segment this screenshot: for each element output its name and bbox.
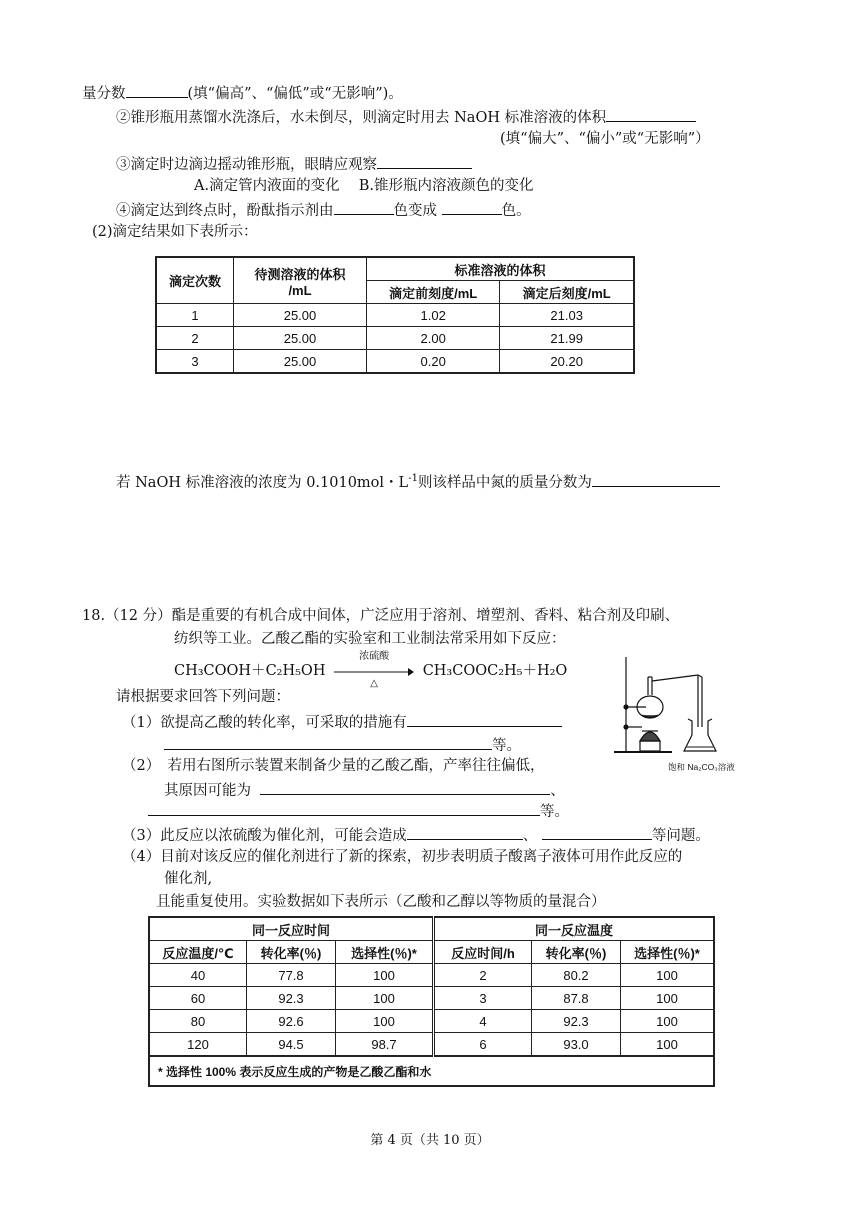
q18-line-1: 18.（12 分）酯是重要的有机合成中间体，广泛应用于溶剂、增塑剂、香料、粘合剂及印刷、 bbox=[82, 608, 680, 624]
reaction-arrow bbox=[334, 651, 414, 689]
q18-q3 bbox=[122, 825, 710, 845]
header-before: 滴定前刻度/mL bbox=[367, 281, 500, 304]
table-row bbox=[156, 304, 634, 327]
header-after: 滴定后刻度/mL bbox=[500, 281, 634, 304]
cell: 21.03 bbox=[500, 304, 634, 327]
apparatus-label: 饱和 Na₂CO₃溶液 bbox=[668, 762, 735, 772]
cell: 25.00 bbox=[234, 350, 367, 374]
cell: 40 bbox=[149, 964, 247, 987]
cell: 98.7 bbox=[336, 1033, 434, 1057]
q17-line-6 bbox=[116, 200, 531, 220]
cell: 100 bbox=[621, 964, 715, 987]
header-sel1: 选择性(％)* bbox=[336, 941, 434, 964]
q17-line-7: (2)滴定结果如下表所示： bbox=[92, 224, 258, 240]
text: （3）此反应以浓硫酸为催化剂，可能会造成 bbox=[122, 828, 407, 844]
cell: 1 bbox=[156, 304, 234, 327]
q18-q2-cont2 bbox=[148, 801, 569, 821]
text: 量分数 bbox=[82, 86, 126, 102]
blank[interactable] bbox=[442, 200, 502, 215]
blank[interactable] bbox=[126, 83, 188, 98]
cell: 92.6 bbox=[247, 1010, 336, 1033]
cell: 0.20 bbox=[367, 350, 500, 374]
text: 等问题。 bbox=[651, 828, 710, 844]
cell: 25.00 bbox=[234, 304, 367, 327]
q18-q1-cont bbox=[164, 735, 521, 755]
text: 若 NaOH 标准溶液的浓度为 0.1010mol・L bbox=[116, 475, 409, 491]
blank[interactable] bbox=[148, 801, 540, 816]
cell: 2 bbox=[156, 327, 234, 350]
q18-line-3: 请根据要求回答下列问题： bbox=[116, 689, 290, 705]
table-row bbox=[156, 350, 634, 374]
q18-q2-cont bbox=[164, 780, 565, 800]
header-count: 滴定次数 bbox=[156, 257, 234, 304]
group-same-temp: 同一反应温度 bbox=[434, 917, 715, 941]
table-row bbox=[149, 1033, 714, 1057]
cell: 87.8 bbox=[532, 987, 621, 1010]
q17-line-2 bbox=[116, 107, 696, 127]
text: 则该样品中氮的质量分数为 bbox=[417, 475, 592, 491]
blank[interactable] bbox=[592, 472, 720, 487]
cell: 20.20 bbox=[500, 350, 634, 374]
cell: 2.00 bbox=[367, 327, 500, 350]
cell: 100 bbox=[336, 964, 434, 987]
cell: 1.02 bbox=[367, 304, 500, 327]
text: 等。 bbox=[540, 804, 569, 820]
titration-table bbox=[155, 256, 635, 374]
superscript: -1 bbox=[408, 473, 418, 484]
blank[interactable] bbox=[260, 780, 550, 795]
table-row bbox=[149, 964, 714, 987]
group-same-time: 同一反应时间 bbox=[149, 917, 434, 941]
reactants: CH₃COOH＋C₂H₅OH bbox=[174, 663, 326, 679]
blank[interactable] bbox=[407, 825, 523, 840]
catalyst-table bbox=[148, 916, 715, 1087]
cell: 100 bbox=[336, 987, 434, 1010]
cell: 25.00 bbox=[234, 327, 367, 350]
cell: 92.3 bbox=[532, 1010, 621, 1033]
q18-q2: （2） 若用右图所示装置来制备少量的乙酸乙酯，产率往往偏低， bbox=[122, 758, 545, 774]
heat-label: △ bbox=[370, 678, 378, 689]
cell: 2 bbox=[434, 964, 532, 987]
cell: 3 bbox=[434, 987, 532, 1010]
cell: 100 bbox=[621, 987, 715, 1010]
header-conv2: 转化率(％) bbox=[532, 941, 621, 964]
cell: 80 bbox=[149, 1010, 247, 1033]
header-sel2: 选择性(％)* bbox=[621, 941, 715, 964]
products: CH₃COOC₂H₅＋H₂O bbox=[422, 663, 568, 679]
header-conv1: 转化率(％) bbox=[247, 941, 336, 964]
q18-q1 bbox=[122, 712, 562, 732]
text: (填“偏高”、“偏低”或“无影响”)。 bbox=[187, 86, 403, 102]
blank[interactable] bbox=[334, 200, 394, 215]
table-row bbox=[149, 1010, 714, 1033]
text: （1）欲提高乙酸的转化率，可采取的措施有 bbox=[122, 715, 407, 731]
header-time: 反应时间/h bbox=[434, 941, 532, 964]
q18-q4-cont: 催化剂, bbox=[164, 871, 213, 887]
cell: 60 bbox=[149, 987, 247, 1010]
cell: 120 bbox=[149, 1033, 247, 1057]
text: 、 bbox=[522, 828, 538, 844]
text: ②锥形瓶用蒸馏水洗涤后，水未倒尽，则滴定时用去 NaOH 标准溶液的体积 bbox=[116, 110, 607, 126]
catalyst-label: 浓硫酸 bbox=[359, 651, 390, 662]
table-note: * 选择性 100% 表示反应生成的产物是乙酸乙酯和水 bbox=[149, 1056, 714, 1086]
q18-q4: （4）目前对该反应的催化剂进行了新的探索，初步表明质子酸离子液体可用作此反应的 bbox=[122, 849, 683, 865]
text: 色变成 bbox=[393, 203, 437, 219]
cell: 100 bbox=[621, 1033, 715, 1057]
distillation-apparatus-diagram bbox=[612, 655, 762, 775]
cell: 100 bbox=[336, 1010, 434, 1033]
page-footer: 第 4 页（共 10 页） bbox=[370, 1133, 490, 1148]
cell: 6 bbox=[434, 1033, 532, 1057]
cell: 80.2 bbox=[532, 964, 621, 987]
text: 色。 bbox=[501, 203, 531, 219]
header-volume: 待测溶液的体积 /mL bbox=[234, 257, 367, 304]
cell: 93.0 bbox=[532, 1033, 621, 1057]
table-row bbox=[149, 987, 714, 1010]
text: 其原因可能为 bbox=[164, 783, 251, 799]
q17-concentration bbox=[116, 470, 720, 492]
cell: 77.8 bbox=[247, 964, 336, 987]
text: 等。 bbox=[492, 738, 521, 754]
cell: 4 bbox=[434, 1010, 532, 1033]
cell: 3 bbox=[156, 350, 234, 374]
q18-q4-cont2: 且能重复使用。实验数据如下表所示（乙酸和乙醇以等物质的量混合） bbox=[156, 894, 606, 910]
reaction-equation bbox=[174, 651, 568, 689]
text: ④滴定达到终点时，酚酞指示剂由 bbox=[116, 203, 334, 219]
header-standard: 标准溶液的体积 bbox=[367, 257, 635, 281]
q18-line-2: 纺织等工业。乙酸乙酯的实验室和工业制法常采用如下反应： bbox=[174, 631, 566, 647]
table-row bbox=[156, 327, 634, 350]
q17-line-1 bbox=[82, 83, 403, 103]
blank[interactable] bbox=[542, 825, 652, 840]
text: ③滴定时边滴边摇动锥形瓶，眼睛应观察 bbox=[116, 157, 377, 173]
q17-options: A.滴定管内液面的变化 B.锥形瓶内溶液颜色的变化 bbox=[194, 178, 534, 194]
blank[interactable] bbox=[377, 154, 472, 169]
text: 、 bbox=[550, 783, 565, 799]
header-temp: 反应温度/℃ bbox=[149, 941, 247, 964]
q17-line-4 bbox=[116, 154, 472, 174]
q17-line-3: (填“偏大”、“偏小”或“无影响”） bbox=[500, 131, 710, 147]
blank[interactable] bbox=[407, 712, 562, 727]
blank[interactable] bbox=[606, 107, 696, 122]
cell: 94.5 bbox=[247, 1033, 336, 1057]
cell: 21.99 bbox=[500, 327, 634, 350]
blank[interactable] bbox=[164, 735, 492, 750]
cell: 100 bbox=[621, 1010, 715, 1033]
cell: 92.3 bbox=[247, 987, 336, 1010]
